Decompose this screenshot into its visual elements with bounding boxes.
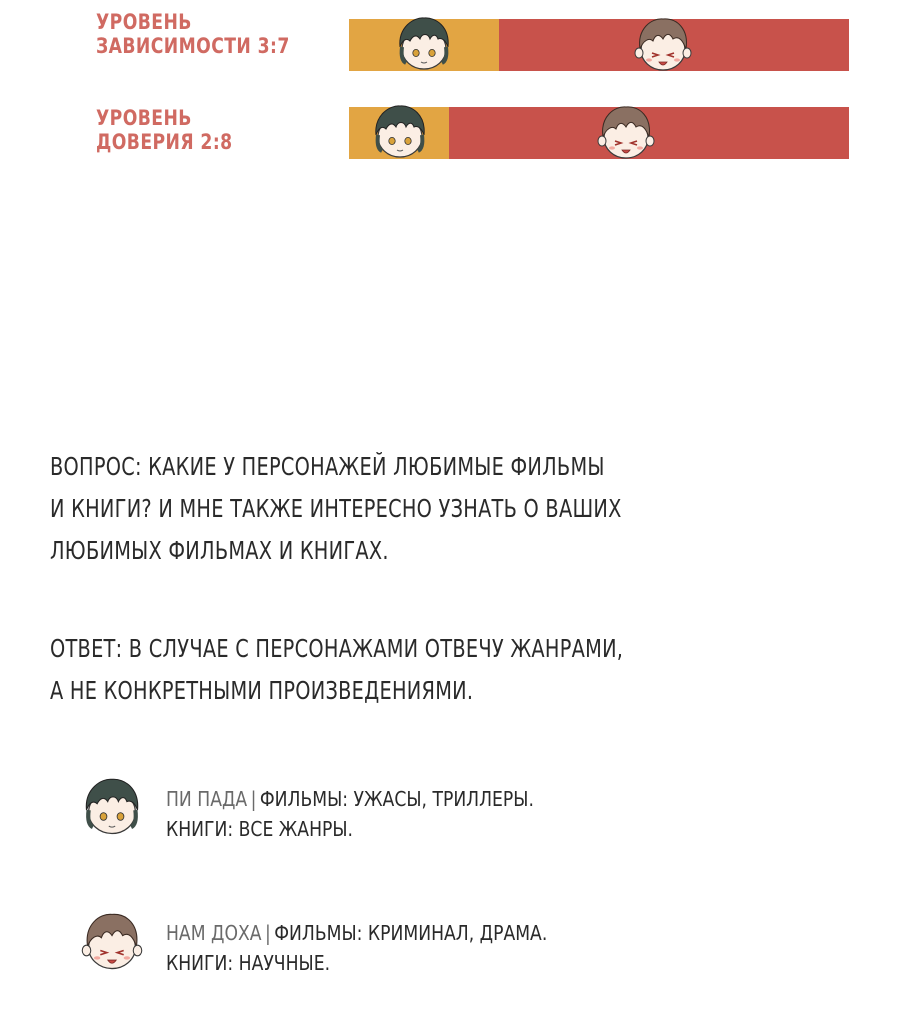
brown-haired-chibi-icon [78, 908, 146, 976]
character-info [166, 918, 547, 978]
brown-haired-chibi-icon [631, 13, 695, 77]
dependency-label-line2: ЗАВИСИМОСТИ 3:7 [96, 34, 290, 58]
character-movies: ФИЛЬМЫ: КРИМИНАЛ, ДРАМА. [274, 921, 548, 945]
character-name: ПИ ПАДА [166, 787, 248, 811]
dependency-level-label [96, 10, 290, 58]
answer-text: ОТВЕТ: В СЛУЧАЕ С ПЕРСОНАЖАМИ ОТВЕЧУ ЖАНРАМИ, А НЕ КОНКРЕТНЫМИ ПРОИЗВЕДЕНИЯМИ. [50, 634, 624, 705]
trust-level-label [96, 106, 233, 154]
dark-haired-chibi-icon [78, 774, 146, 842]
character-movies-line [166, 918, 547, 948]
brown-haired-chibi-icon [594, 101, 658, 165]
character-entry-pi-pada [78, 774, 594, 844]
dark-haired-chibi-icon [368, 101, 432, 165]
character-name: НАМ ДОХА [166, 921, 262, 945]
trust-level-bar [349, 107, 849, 159]
dark-haired-chibi-icon [392, 13, 456, 77]
dependency-level-bar [349, 19, 849, 71]
character-books: КНИГИ: ВСЕ ЖАНРЫ. [166, 817, 354, 841]
character-movies: ФИЛЬМЫ: УЖАСЫ, ТРИЛЛЕРЫ. [259, 787, 534, 811]
character-movies-line [166, 784, 534, 814]
name-separator: | [264, 921, 271, 945]
trust-label-line1: УРОВЕНЬ [96, 106, 192, 130]
character-books: КНИГИ: НАУЧНЫЕ. [166, 951, 331, 975]
question-text: ВОПРОС: КАКИЕ У ПЕРСОНАЖЕЙ ЛЮБИМЫЕ ФИЛЬМЫ И КНИГИ? И МНЕ ТАКЖЕ ИНТЕРЕСНО УЗНАТЬ О ВАШИХ ЛЮБИМЫХ ФИЛЬМАХ И КНИГАХ. [50, 452, 622, 565]
name-separator: | [250, 787, 257, 811]
trust-label-line2: ДОВЕРИЯ 2:8 [96, 130, 233, 154]
dependency-label-line1: УРОВЕНЬ [96, 10, 192, 34]
character-info [166, 784, 534, 844]
character-entry-nam-doha [78, 908, 609, 978]
